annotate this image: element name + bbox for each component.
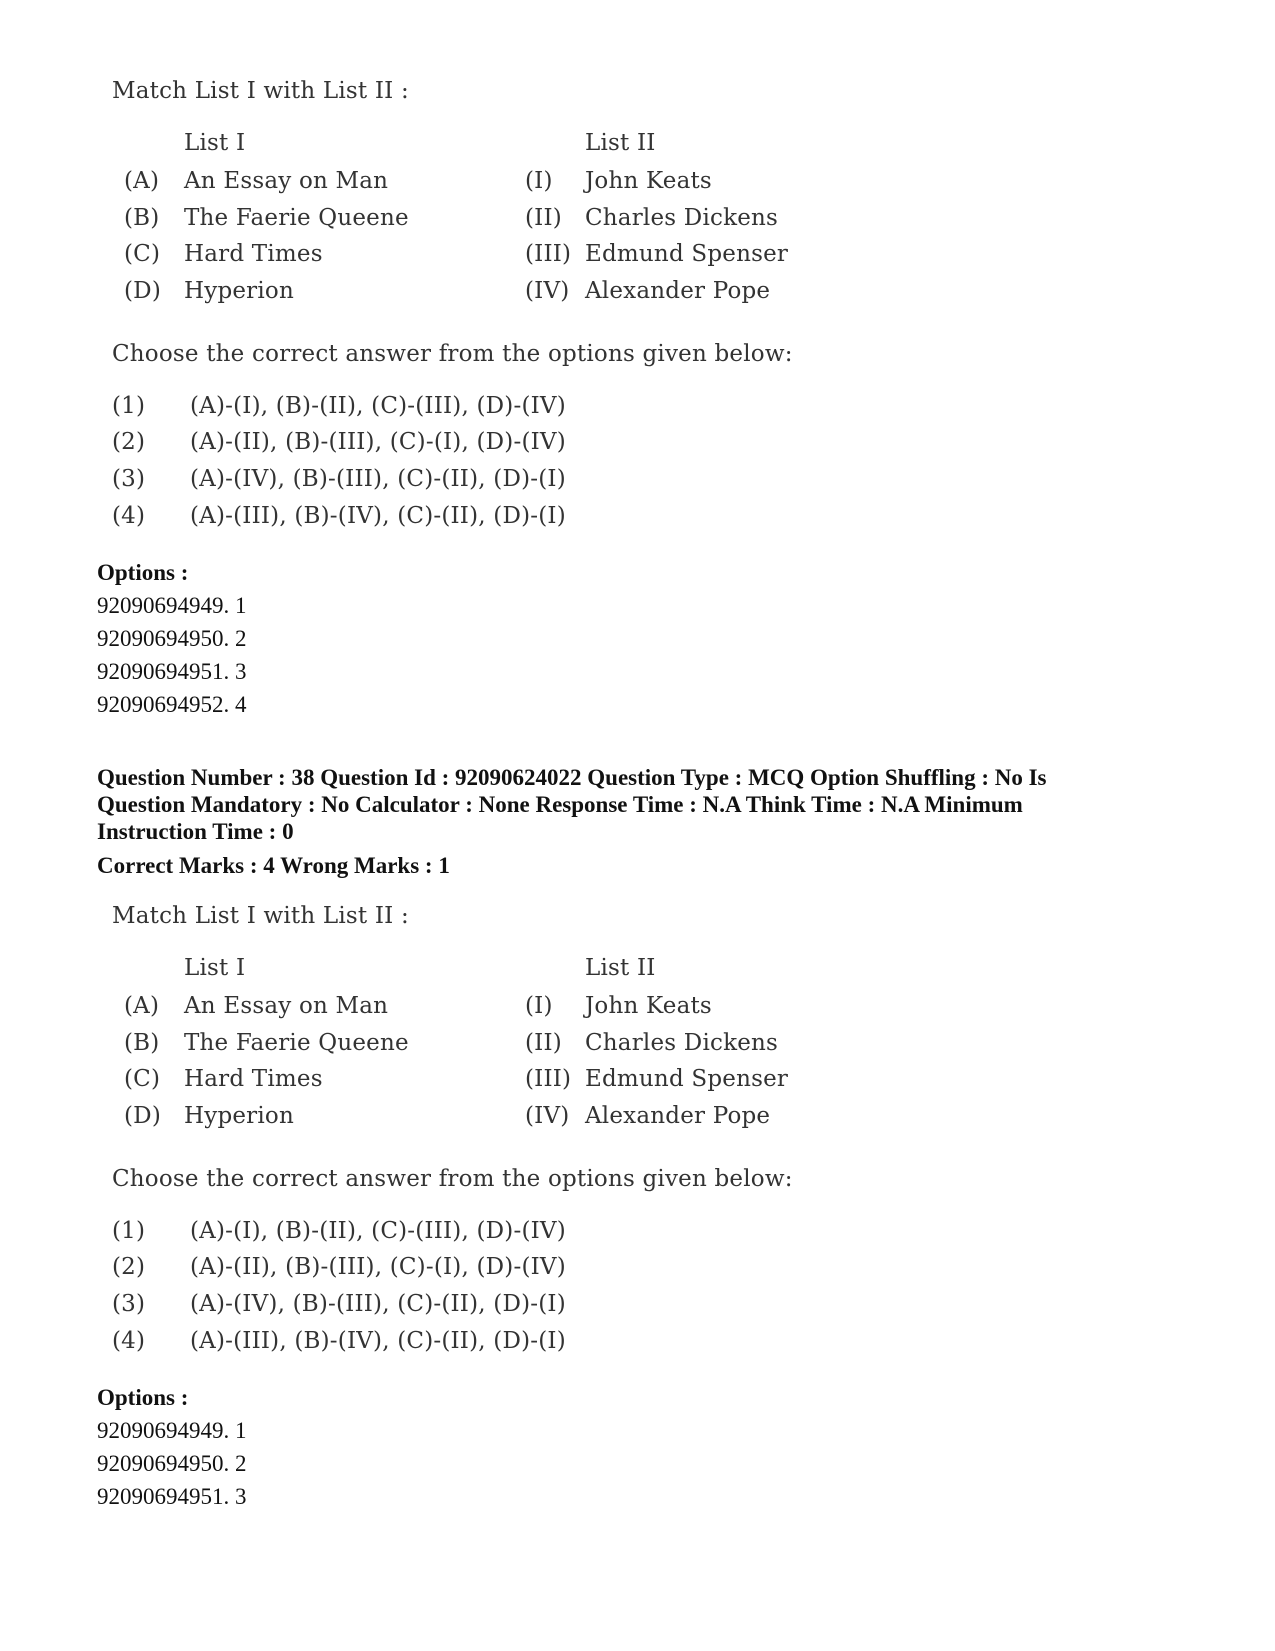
answer-text: (A)-(III), (B)-(IV), (C)-(II), (D)-(I) — [190, 1328, 566, 1354]
list-i-label: (B) — [124, 205, 160, 231]
choose-instruction: Choose the correct answer from the options given below: — [112, 1166, 793, 1192]
list-i-item: Hard Times — [184, 1066, 323, 1092]
answer-text: (A)-(I), (B)-(II), (C)-(III), (D)-(IV) — [190, 1218, 566, 1244]
list-ii-label: (IV) — [525, 278, 570, 304]
question-meta-line: Question Mandatory : No Calculator : None Response Time : N.A Think Time : N.A Minimum — [97, 792, 1023, 817]
list-ii-label: (II) — [525, 205, 562, 231]
option-id: 92090694952. 4 — [97, 692, 247, 717]
list-ii-label: (I) — [525, 993, 553, 1019]
list-ii-item: Edmund Spenser — [585, 1066, 789, 1092]
question-meta-line: Question Number : 38 Question Id : 92090624022 Question Type : MCQ Option Shuffling : No Is — [97, 765, 1047, 790]
answer-text: (A)-(II), (B)-(III), (C)-(I), (D)-(IV) — [190, 429, 566, 455]
question-marks: Correct Marks : 4 Wrong Marks : 1 — [97, 853, 450, 878]
choose-instruction: Choose the correct answer from the options given below: — [112, 341, 793, 367]
answer-number: (2) — [112, 429, 146, 455]
list-ii-item: Alexander Pope — [585, 1103, 771, 1129]
list-ii-item: John Keats — [585, 993, 712, 1019]
answer-number: (3) — [112, 1291, 146, 1317]
answer-number: (4) — [112, 1328, 146, 1354]
list-ii-label: (II) — [525, 1030, 562, 1056]
answer-text: (A)-(I), (B)-(II), (C)-(III), (D)-(IV) — [190, 393, 566, 419]
list-i-title: List I — [184, 955, 246, 981]
options-label: Options : — [97, 1385, 189, 1410]
list-i-item: The Faerie Queene — [184, 1030, 409, 1056]
answer-text: (A)-(IV), (B)-(III), (C)-(II), (D)-(I) — [190, 466, 566, 492]
list-i-item: An Essay on Man — [184, 993, 389, 1019]
list-ii-label: (IV) — [525, 1103, 570, 1129]
answer-text: (A)-(IV), (B)-(III), (C)-(II), (D)-(I) — [190, 1291, 566, 1317]
list-ii-item: Edmund Spenser — [585, 241, 789, 267]
option-id: 92090694949. 1 — [97, 1418, 247, 1443]
options-label: Options : — [97, 560, 189, 585]
answer-text: (A)-(II), (B)-(III), (C)-(I), (D)-(IV) — [190, 1254, 566, 1280]
option-id: 92090694951. 3 — [97, 659, 247, 684]
option-id: 92090694949. 1 — [97, 593, 247, 618]
list-ii-item: Charles Dickens — [585, 205, 779, 231]
list-ii-item: Alexander Pope — [585, 278, 771, 304]
answer-number: (1) — [112, 393, 146, 419]
list-i-item: An Essay on Man — [184, 168, 389, 194]
list-i-label: (C) — [124, 1066, 161, 1092]
list-i-label: (A) — [124, 168, 160, 194]
list-i-item: The Faerie Queene — [184, 205, 409, 231]
list-i-label: (A) — [124, 993, 160, 1019]
option-id: 92090694950. 2 — [97, 1451, 247, 1476]
list-i-item: Hyperion — [184, 1103, 294, 1129]
list-i-label: (D) — [124, 1103, 161, 1129]
list-ii-item: Charles Dickens — [585, 1030, 779, 1056]
match-heading: Match List I with List II : — [112, 78, 409, 104]
list-i-label: (C) — [124, 241, 161, 267]
answer-number: (4) — [112, 503, 146, 529]
question-meta-line: Instruction Time : 0 — [97, 819, 294, 844]
list-i-item: Hyperion — [184, 278, 294, 304]
list-ii-item: John Keats — [585, 168, 712, 194]
list-ii-label: (III) — [525, 1066, 572, 1092]
question-meta — [97, 764, 1137, 845]
answer-number: (1) — [112, 1218, 146, 1244]
list-ii-label: (I) — [525, 168, 553, 194]
match-heading: Match List I with List II : — [112, 903, 409, 929]
answer-text: (A)-(III), (B)-(IV), (C)-(II), (D)-(I) — [190, 503, 566, 529]
list-i-label: (B) — [124, 1030, 160, 1056]
answer-number: (2) — [112, 1254, 146, 1280]
list-ii-title: List II — [585, 130, 656, 156]
list-ii-label: (III) — [525, 241, 572, 267]
answer-number: (3) — [112, 466, 146, 492]
list-ii-title: List II — [585, 955, 656, 981]
option-id: 92090694951. 3 — [97, 1484, 247, 1509]
list-i-label: (D) — [124, 278, 161, 304]
list-i-title: List I — [184, 130, 246, 156]
option-id: 92090694950. 2 — [97, 626, 247, 651]
list-i-item: Hard Times — [184, 241, 323, 267]
